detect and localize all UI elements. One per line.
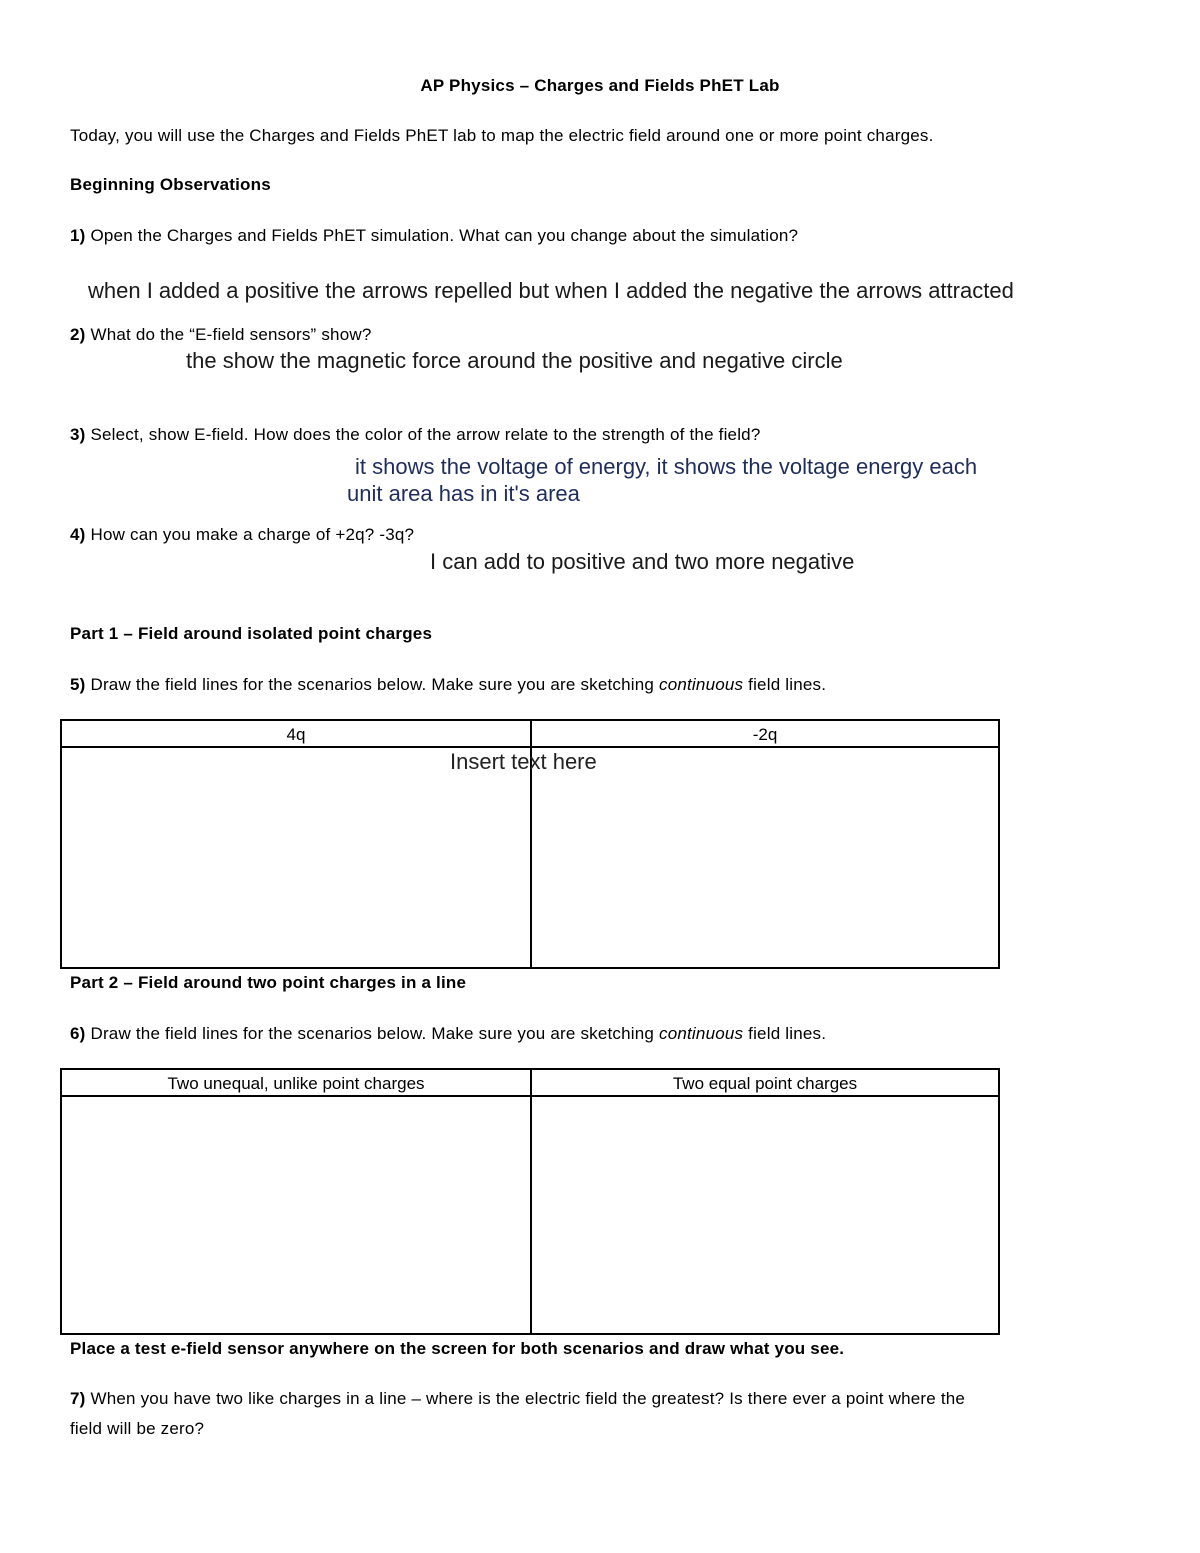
part-1-heading: Part 1 – Field around isolated point charges [70, 624, 433, 643]
question-4 [70, 525, 414, 545]
table-2-header-unequal: Two unequal, unlike point charges [167, 1074, 425, 1093]
page-title: AP Physics – Charges and Fields PhET Lab [420, 76, 780, 95]
question-3-number: 3) [70, 425, 86, 444]
intro-text: Today, you will use the Charges and Fields PhET lab to map the electric field around one or more point charges. [70, 126, 934, 145]
question-6-number: 6) [70, 1024, 86, 1043]
question-7 [70, 1389, 965, 1409]
answer-3-line-1[interactable]: it shows the voltage of energy, it shows the voltage energy each [355, 454, 978, 479]
question-1-number: 1) [70, 226, 86, 245]
question-6 [70, 1024, 826, 1044]
question-5 [70, 675, 826, 695]
table-1-header-neg2q: -2q [752, 725, 778, 744]
question-7-number: 7) [70, 1389, 86, 1408]
table-two-charges [60, 1068, 1000, 1335]
question-7-continued: field will be zero? [70, 1419, 205, 1438]
drawing-area-4q[interactable] [62, 748, 530, 967]
answer-2[interactable]: the show the magnetic force around the positive and negative circle [186, 348, 843, 373]
question-4-number: 4) [70, 525, 86, 544]
table-isolated-charges [60, 719, 1000, 969]
question-6-emphasis: continuous [659, 1024, 744, 1043]
answer-1[interactable]: when I added a positive the arrows repelled but when I added the negative the arrows attracted [88, 278, 1014, 303]
beginning-observations-heading: Beginning Observations [70, 175, 271, 194]
question-5-number: 5) [70, 675, 86, 694]
question-6-text-end: field lines. [743, 1024, 827, 1043]
question-2-text: What do the “E-field sensors” show? [90, 325, 372, 344]
question-1 [70, 226, 798, 246]
question-3-text: Select, show E-field. How does the color of the arrow relate to the strength of the field? [90, 425, 761, 444]
part-2-heading: Part 2 – Field around two point charges in a line [70, 973, 467, 992]
question-6-text: Draw the field lines for the scenarios below. Make sure you are sketching [90, 1024, 659, 1043]
question-4-text: How can you make a charge of +2q? -3q? [90, 525, 415, 544]
question-3 [70, 425, 761, 445]
question-5-text: Draw the field lines for the scenarios below. Make sure you are sketching [90, 675, 659, 694]
table-1-header-4q: 4q [286, 725, 306, 744]
table-2-divider [530, 1070, 532, 1333]
drawing-area-unequal-charges[interactable] [62, 1097, 530, 1333]
answer-4[interactable]: I can add to positive and two more negative [430, 549, 855, 574]
question-7-text: When you have two like charges in a line – where is the electric field the greatest? Is there ever a point where the [90, 1389, 966, 1408]
question-5-text-end: field lines. [743, 675, 827, 694]
question-5-emphasis: continuous [659, 675, 744, 694]
answer-3-line-2[interactable]: unit area has in it's area [347, 481, 580, 506]
table-2-header-equal: Two equal point charges [672, 1074, 858, 1093]
question-1-text: Open the Charges and Fields PhET simulation. What can you change about the simulation? [90, 226, 799, 245]
drawing-area-equal-charges[interactable] [532, 1097, 998, 1333]
insert-text-placeholder[interactable]: Insert text here [450, 749, 597, 774]
sensor-instruction: Place a test e-field sensor anywhere on the screen for both scenarios and draw what you see. [70, 1339, 845, 1358]
question-2 [70, 325, 371, 345]
question-2-number: 2) [70, 325, 86, 344]
drawing-area-neg2q[interactable] [532, 748, 998, 967]
